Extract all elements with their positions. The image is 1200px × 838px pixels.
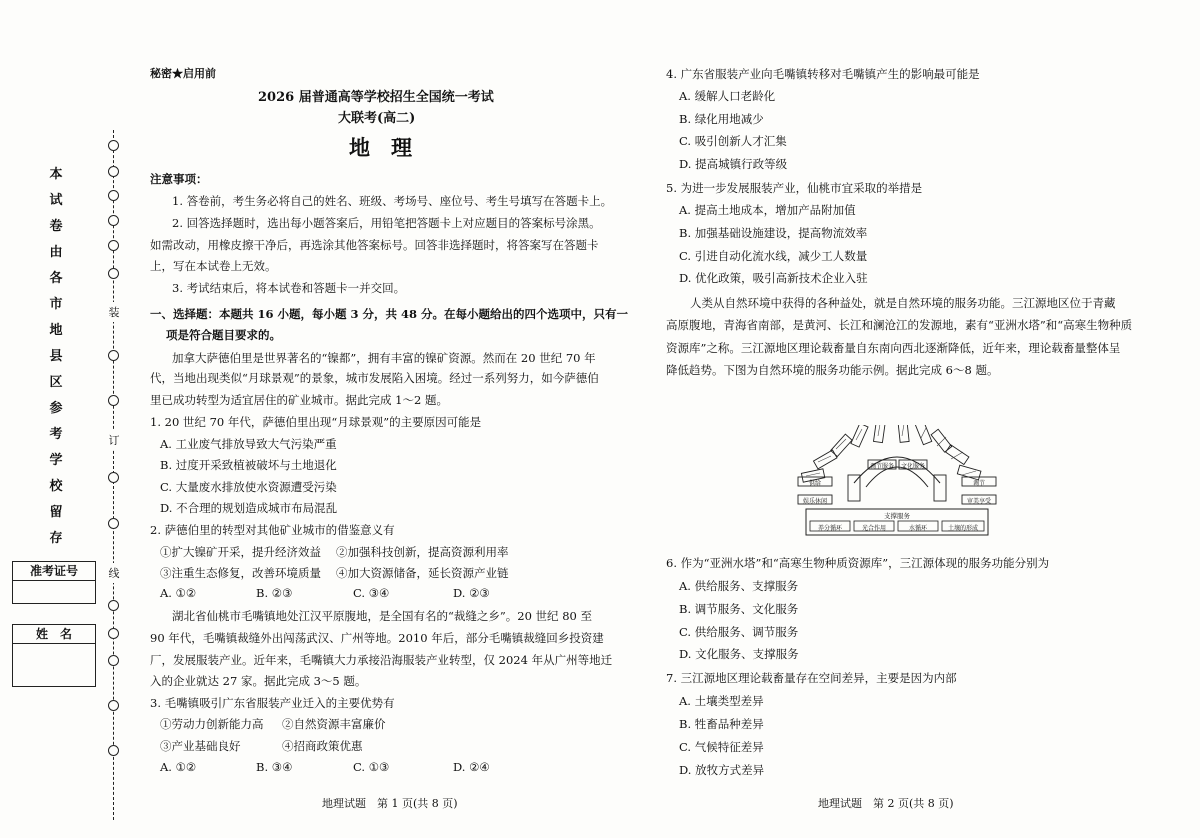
- q4-option-c[interactable]: C. 吸引创新人才汇集: [679, 134, 787, 148]
- q3-option-c[interactable]: C. ①③: [353, 760, 390, 774]
- binding-notice-char: 市: [49, 297, 63, 312]
- q2-item: ③注重生态修复，改善环境质量: [160, 566, 321, 580]
- q4-option-b[interactable]: B. 绿化用地减少: [679, 112, 764, 126]
- notice-line: 2. 回答选择题时，选出每小题答案后，用铅笔把答题卡上对应题目的答案标号涂黑。: [172, 216, 601, 230]
- section-heading: 项是符合题目要求的。: [166, 328, 281, 342]
- binding-hole: [108, 655, 119, 666]
- passage-line: 里已成功转型为适宜居住的矿业城市。据此完成 1～2 题。: [150, 393, 448, 407]
- binding-hole: [108, 628, 119, 639]
- name-label: 姓 名: [13, 625, 95, 644]
- diagram-support-title: 支撑服务: [884, 512, 910, 520]
- q2-option-c[interactable]: C. ③④: [353, 586, 390, 600]
- passage-line: 厂，发展服装产业。近年来，毛嘴镇大力承接沿海服装产业转型，仅 2024 年从广州等地迁: [150, 653, 613, 667]
- notice-line: 上，写在本试卷上无效。: [150, 259, 277, 273]
- question-2: 2. 萨德伯里的转型对其他矿业城市的借鉴意义有: [150, 523, 395, 537]
- exam-id-label: 准考证号: [13, 562, 95, 581]
- binding-notice-char: 试: [49, 193, 63, 208]
- diagram-support-item: 土壤的形成: [947, 525, 978, 532]
- q3-item: ①劳动力创新能力高: [160, 717, 264, 731]
- binding-notice: [40, 168, 72, 558]
- exam-id-box[interactable]: [12, 561, 96, 604]
- q4-option-a[interactable]: A. 缓解人口老龄化: [679, 89, 776, 103]
- notice-line: 3. 考试结束后，将本试卷和答题卡一并交回。: [172, 281, 406, 295]
- passage-line: 代，当地出现类似“月球景观”的景象，城市发展陷入困境。经过一系列努力，如今萨德伯: [150, 371, 599, 385]
- binding-hole: [108, 268, 119, 279]
- binding-hole: [108, 600, 119, 611]
- q7-option-b[interactable]: B. 牲畜品种差异: [679, 717, 764, 731]
- q6-option-d[interactable]: D. 文化服务、支撑服务: [679, 647, 799, 661]
- q3-item: ②自然资源丰富廉价: [282, 717, 386, 731]
- q2-item: ②加强科技创新，提高资源利用率: [336, 545, 509, 559]
- binding-hole: [108, 140, 119, 151]
- passage-line: 入的企业就达 27 家。据此完成 3～5 题。: [150, 674, 367, 688]
- service-function-diagram: [796, 425, 998, 537]
- exam-title: 2026 届普通高等学校招生全国统一考试: [258, 90, 494, 105]
- binding-hole: [108, 518, 119, 529]
- binding-hole: [108, 745, 119, 756]
- diagram-support-item: 光合作用: [861, 525, 886, 532]
- binding-notice-char: 地: [49, 323, 63, 338]
- question-7: 7. 三江源地区理论载畜量存在空间差异，主要是因为内部: [666, 671, 957, 685]
- q7-option-c[interactable]: C. 气候特征差异: [679, 740, 764, 754]
- notice-title: 注意事项：: [150, 172, 208, 186]
- name-box[interactable]: [12, 624, 96, 687]
- cut-word: 订: [108, 430, 120, 450]
- q3-option-b[interactable]: B. ③④: [256, 760, 293, 774]
- passage-line: 降低趋势。下图为自然环境的服务功能示例。据此完成 6～8 题。: [666, 363, 999, 377]
- passage-line: 资源库”之称。三江源地区理论载畜量自东南向西北逐渐降低，近年来，理论载畜量整体呈: [666, 341, 1121, 355]
- passage-line: 90 年代，毛嘴镇裁缝外出闯荡武汉、广州等地。2010 年后，部分毛嘴镇裁缝回乡投资建: [150, 631, 604, 645]
- q5-option-b[interactable]: B. 加强基础设施建设，提高物流效率: [679, 226, 868, 240]
- notice-line: 1. 答卷前，考生务必将自己的姓名、班级、考场号、座位号、考生号填写在答题卡上。: [172, 194, 613, 208]
- page2-footer: 地理试题 第 2 页(共 8 页): [818, 797, 954, 810]
- passage-line: 高原腹地，青海省南部，是黄河、长江和澜沧江的发源地，素有“亚洲水塔”和“高寒生物种质: [666, 318, 1133, 332]
- diagram-center-culture: 文化服务: [900, 463, 925, 470]
- binding-notice-char: 校: [49, 479, 63, 494]
- binding-notice-char: 区: [49, 375, 63, 390]
- q1-option-b[interactable]: B. 过度开采致植被破坏与土地退化: [160, 458, 337, 472]
- section-heading: 一、选择题：本题共 16 小题，每小题 3 分，共 48 分。在每小题给出的四个选项中，只有一: [150, 307, 629, 321]
- q2-item: ④加大资源储备，延长资源产业链: [336, 566, 509, 580]
- q5-option-a[interactable]: A. 提高土地成本，增加产品附加值: [679, 203, 856, 217]
- binding-notice-char: 本: [49, 167, 63, 182]
- q6-option-c[interactable]: C. 供给服务、调节服务: [679, 625, 799, 639]
- binding-notice-char: 学: [49, 453, 63, 468]
- q2-option-b[interactable]: B. ②③: [256, 586, 293, 600]
- q1-option-c[interactable]: C. 大量废水排放使水资源遭受污染: [160, 480, 337, 494]
- binding-hole: [108, 700, 119, 711]
- binding-hole: [108, 240, 119, 251]
- question-1: 1. 20 世纪 70 年代，萨德伯里出现“月球景观”的主要原因可能是: [150, 415, 482, 429]
- q1-option-d[interactable]: D. 不合理的规划造成城市布局混乱: [160, 501, 338, 515]
- question-6: 6. 作为“亚洲水塔”和“高寒生物种质资源库”，三江源体现的服务功能分别为: [666, 556, 1050, 570]
- binding-notice-char: 留: [49, 505, 63, 520]
- q2-item: ①扩大镍矿开采，提升经济效益: [160, 545, 321, 559]
- binding-hole: [108, 215, 119, 226]
- diagram-label-supply: 供给: [808, 480, 821, 487]
- subject-title: 地 理: [349, 135, 412, 160]
- q3-option-a[interactable]: A. ①②: [160, 760, 197, 774]
- exam-subtitle: 大联考(高二): [338, 111, 416, 126]
- binding-hole: [108, 190, 119, 201]
- q6-option-b[interactable]: B. 调节服务、文化服务: [679, 602, 799, 616]
- diagram-label-aesthetic: 审美享受: [966, 498, 991, 505]
- q3-item: ④招商政策优惠: [282, 739, 363, 753]
- diagram-label-leisure: 娱乐休闲: [802, 498, 827, 505]
- notice-line: 如需改动，用橡皮擦干净后，再选涂其他答案标号。回答非选择题时，将答案写在答题卡: [150, 238, 599, 252]
- q7-option-a[interactable]: A. 土壤类型差异: [679, 694, 764, 708]
- q3-option-d[interactable]: D. ②④: [453, 760, 490, 774]
- binding-notice-char: 卷: [49, 219, 63, 234]
- question-4: 4. 广东省服装产业向毛嘴镇转移对毛嘴镇产生的影响最可能是: [666, 67, 980, 81]
- binding-hole: [108, 350, 119, 361]
- binding-notice-char: 由: [49, 245, 63, 260]
- diagram-label-regulate: 调节: [972, 480, 985, 487]
- passage-line: 人类从自然环境中获得的各种益处，就是自然环境的服务功能。三江源地区位于青藏: [690, 296, 1116, 310]
- q3-item: ③产业基础良好: [160, 739, 241, 753]
- diagram-support-item: 水循环: [908, 525, 927, 532]
- q6-option-a[interactable]: A. 供给服务、支撑服务: [679, 579, 799, 593]
- passage-line: 湖北省仙桃市毛嘴镇地处江汉平原腹地，是全国有名的“裁缝之乡”。20 世纪 80 至: [172, 609, 592, 623]
- binding-notice-char: 参: [49, 401, 63, 416]
- question-3: 3. 毛嘴镇吸引广东省服装产业迁入的主要优势有: [150, 696, 395, 710]
- q2-option-a[interactable]: A. ①②: [160, 586, 197, 600]
- diagram-center-regulation: 调节服务: [869, 463, 894, 470]
- q4-option-d[interactable]: D. 提高城镇行政等级: [679, 157, 788, 171]
- question-5: 5. 为进一步发展服装产业，仙桃市宜采取的举措是: [666, 181, 923, 195]
- secret-mark: 秘密★启用前: [150, 67, 216, 80]
- q7-option-d[interactable]: D. 放牧方式差异: [679, 763, 765, 777]
- q1-option-a[interactable]: A. 工业废气排放导致大气污染严重: [160, 437, 337, 451]
- binding-notice-char: 考: [49, 427, 63, 442]
- binding-notice-char: 县: [49, 349, 63, 364]
- diagram-support-item: 养分循环: [817, 525, 842, 532]
- cut-word: 线: [108, 563, 120, 583]
- binding-hole: [108, 472, 119, 483]
- binding-hole: [108, 166, 119, 177]
- passage-line: 加拿大萨德伯里是世界著名的“镍都”，拥有丰富的镍矿资源。然而在 20 世纪 70 年: [172, 351, 596, 365]
- page1-footer: 地理试题 第 1 页(共 8 页): [322, 797, 458, 810]
- q5-option-c[interactable]: C. 引进自动化流水线，减少工人数量: [679, 249, 868, 263]
- binding-hole: [108, 395, 119, 406]
- binding-notice-char: 各: [49, 271, 63, 286]
- q5-option-d[interactable]: D. 优化政策，吸引高新技术企业入驻: [679, 271, 868, 285]
- cut-word: 装: [108, 302, 120, 322]
- q2-option-d[interactable]: D. ②③: [453, 586, 490, 600]
- binding-notice-char: 存: [49, 531, 63, 546]
